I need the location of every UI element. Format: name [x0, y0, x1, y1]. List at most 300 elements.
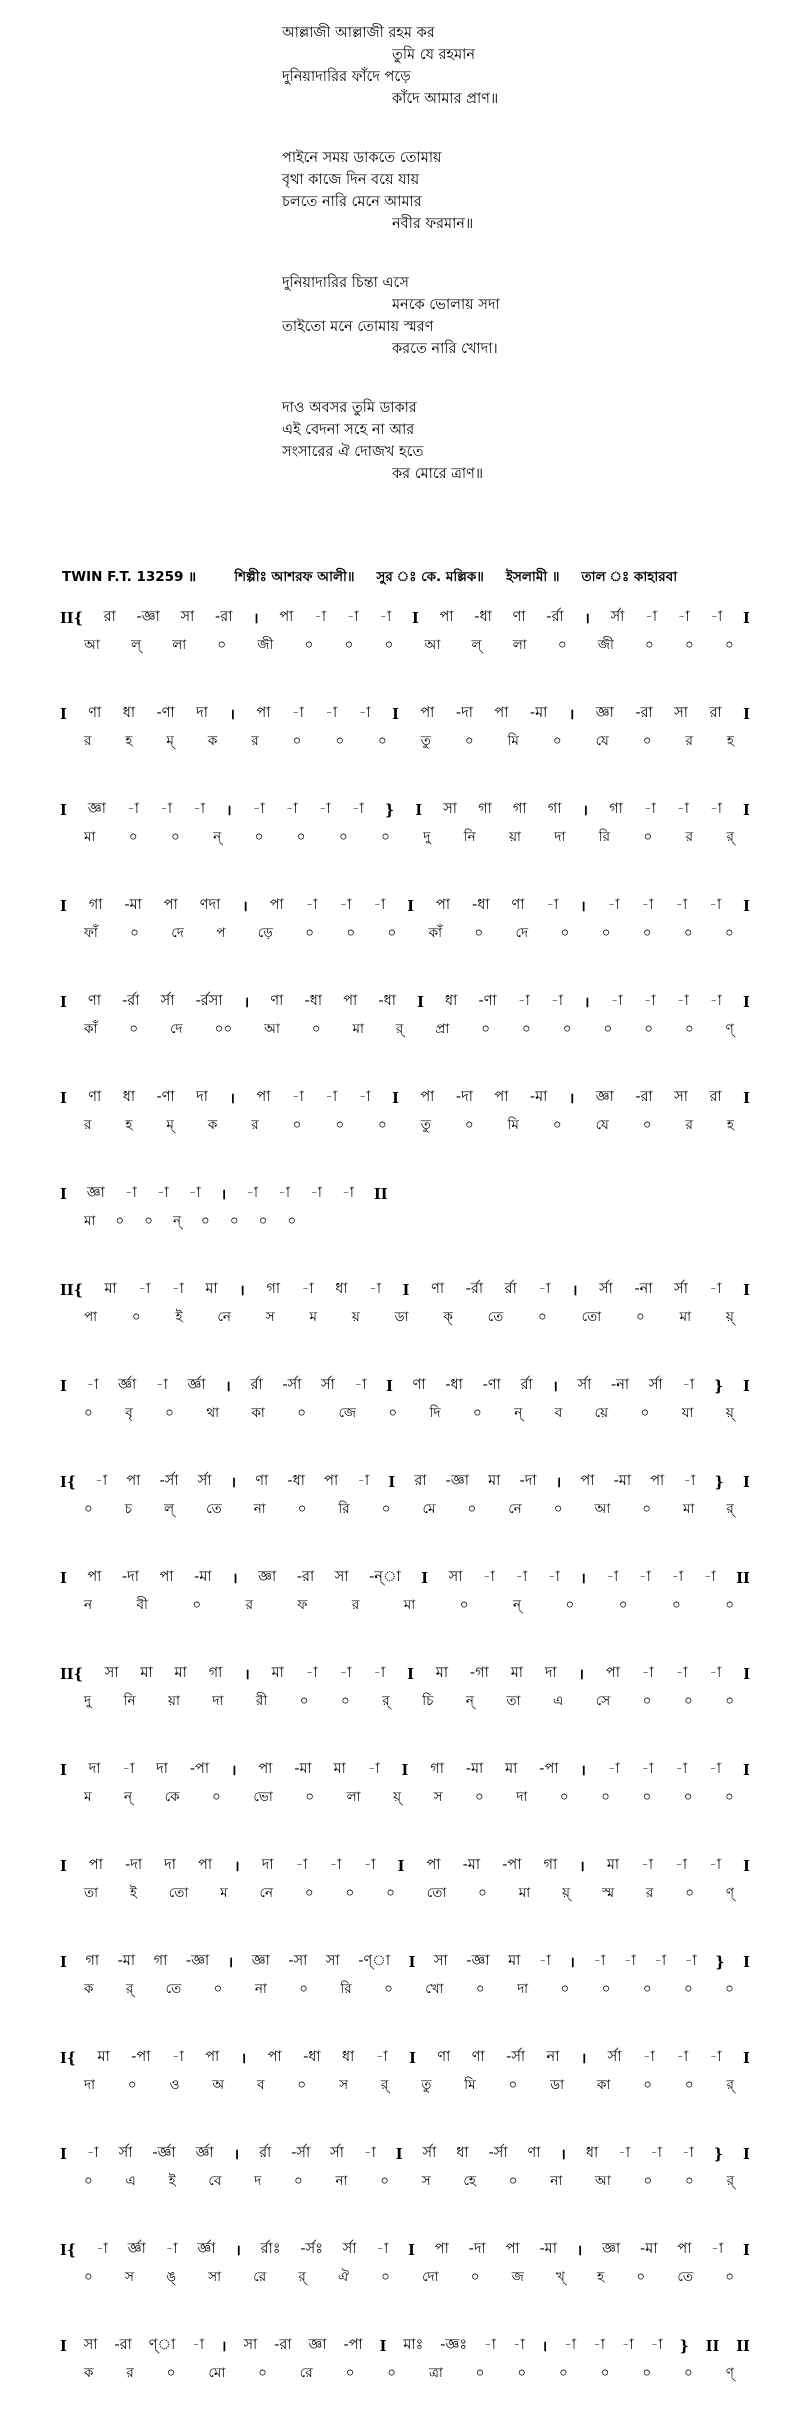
bol-syllable: ন্ — [172, 1212, 182, 1229]
swara-note: -া — [675, 897, 688, 913]
swara-note: র্জ্ঞা — [127, 2241, 146, 2257]
swara-note: ণ্া — [148, 2337, 176, 2353]
swara-row — [60, 1948, 750, 1976]
bol-syllable: খো — [425, 1980, 444, 1997]
swara-note: মা — [104, 1281, 117, 1297]
bar-mark: । — [569, 1954, 575, 1971]
bol-syllable: ০ — [559, 1788, 569, 1805]
bol-syllable: ০ — [538, 1308, 547, 1325]
bol-syllable: আ — [595, 2172, 611, 2189]
swara-note: গা — [430, 1761, 444, 1777]
swara-note: -া — [711, 2241, 724, 2257]
swara-note: র্সা — [118, 2145, 133, 2161]
bar-mark: I — [743, 993, 750, 1011]
bol-row — [60, 920, 750, 946]
bar-mark: I — [408, 1953, 416, 1971]
swara-note: -া — [641, 1857, 654, 1873]
bol-syllable: হ — [125, 732, 133, 749]
swara-note: -া — [369, 1281, 382, 1297]
swara-note: -ধা — [445, 1377, 463, 1393]
bar-mark: । — [579, 1858, 585, 1875]
bol-syllable: ০ — [560, 1980, 570, 1997]
bar-mark: I — [60, 1377, 67, 1395]
swara-note: পা — [324, 1473, 339, 1489]
bar-mark: I — [742, 1377, 750, 1395]
bol-syllable: ০ — [115, 1212, 125, 1229]
notation-line — [60, 796, 750, 892]
bol-syllable: ভো — [253, 1788, 273, 1805]
notation-line — [60, 604, 750, 700]
swara-note: পা — [434, 2241, 449, 2257]
swara-note: -া — [122, 1761, 135, 1777]
bol-syllable: দা — [516, 1788, 528, 1805]
swara-note: -রা — [274, 2337, 292, 2353]
swara-note: পা — [198, 1857, 213, 1873]
bol-syllable: য় — [351, 1308, 360, 1325]
swara-note: -া — [325, 1089, 338, 1105]
swara-note: পা — [677, 2241, 692, 2257]
swara-note: র্সা — [607, 2049, 622, 2065]
bar-mark: I — [60, 1761, 67, 1779]
bol-syllable: কাঁ — [428, 924, 443, 941]
swara-note: -া — [86, 2145, 99, 2161]
swara-note: মা — [97, 2049, 110, 2065]
bol-syllable: ০ — [683, 924, 693, 941]
swara-note: ধা — [335, 1281, 348, 1297]
swara-note: পা — [267, 2049, 282, 2065]
bar-mark: I — [743, 609, 750, 627]
bol-syllable: ০ — [335, 1116, 345, 1133]
bol-syllable: ০ — [344, 636, 354, 653]
swara-note: না — [546, 2049, 560, 2065]
lyrics-line: পাইনে সময় ডাকতে তোমায় — [282, 150, 442, 166]
swara-note: -ণা — [478, 993, 497, 1009]
bol-syllable: রে — [253, 2268, 267, 2285]
swara-row — [60, 2140, 750, 2168]
bol-syllable: র্ — [380, 2076, 389, 2093]
bol-syllable: ০ — [725, 1692, 734, 1709]
bol-syllable: ০ — [84, 1404, 93, 1421]
swara-note: -মা — [124, 897, 142, 913]
lyrics-block — [282, 22, 742, 522]
bol-syllable: ০ — [388, 1404, 398, 1421]
bar-mark: I — [407, 897, 415, 915]
swara-note: ণা — [437, 2049, 451, 2065]
bol-syllable: ০ — [645, 636, 654, 653]
bol-syllable: তা — [506, 1692, 521, 1709]
bol-syllable: ০ — [381, 2268, 390, 2285]
bol-syllable: ০ — [345, 2364, 355, 2381]
bol-syllable: ০ — [475, 1980, 485, 1997]
bol-syllable: র্ — [726, 2172, 734, 2189]
bar-mark: I{ — [60, 2049, 77, 2067]
bol-syllable: লা — [346, 1788, 361, 1805]
bar-mark: I — [397, 1857, 405, 1875]
swara-note: -া — [127, 801, 140, 817]
bol-syllable: ০ — [335, 732, 345, 749]
bol-syllable: না — [335, 2172, 348, 2189]
swara-note: গা — [153, 1953, 168, 1969]
bar-mark: I — [386, 1377, 393, 1395]
bol-syllable: তু — [420, 1116, 431, 1133]
bol-syllable: মে — [422, 1500, 436, 1517]
swara-note: ণা — [527, 2145, 541, 2161]
bol-row — [60, 824, 750, 850]
bol-syllable: ০ — [297, 1500, 307, 1517]
bol-syllable: দ — [254, 2172, 262, 2189]
bol-row — [60, 1112, 750, 1138]
swara-note: -া — [291, 705, 304, 721]
swara-note: -া — [291, 1089, 304, 1105]
swara-note: ণা — [270, 993, 284, 1009]
bar-mark: । — [232, 1570, 238, 1587]
bar-mark: I — [388, 1473, 396, 1491]
bol-syllable: সে — [595, 1692, 611, 1709]
bol-syllable: আ — [264, 1020, 280, 1037]
bol-syllable: র — [84, 1116, 92, 1133]
swara-row — [60, 2044, 750, 2072]
swara-note: র্রাঃ — [260, 2241, 281, 2257]
swara-note: দা — [196, 1089, 208, 1105]
bol-syllable: তে — [677, 2268, 693, 2285]
bar-mark: } — [384, 801, 395, 819]
bol-syllable: ০ — [642, 1692, 652, 1709]
bol-syllable: কে — [164, 1788, 180, 1805]
bar-mark: I — [60, 801, 67, 819]
bol-syllable: র — [351, 1596, 360, 1613]
swara-note: পা — [420, 1089, 435, 1105]
bar-mark: । — [226, 802, 232, 819]
swara-note: -া — [606, 1569, 619, 1585]
notation-line — [60, 2044, 750, 2140]
swara-note: পা — [605, 1665, 620, 1681]
bar-mark: I — [60, 705, 67, 723]
bol-syllable: পা — [84, 1308, 98, 1325]
notation-line — [60, 1180, 750, 1276]
swara-note: -া — [645, 609, 658, 625]
tala-label: তাল ঃ কাহারবা — [581, 569, 678, 585]
swara-note: ণা — [431, 1281, 445, 1297]
bol-syllable: ম — [220, 1884, 228, 1901]
swara-note: -া — [160, 801, 173, 817]
swara-note: পা — [269, 897, 284, 913]
lyrics-line: নবীর ফরমান॥ — [392, 216, 474, 232]
swara-note: মা — [333, 1761, 346, 1777]
bol-syllable: ০ — [229, 1212, 239, 1229]
bol-syllable: হ — [597, 2268, 605, 2285]
bol-syllable: হ — [726, 1116, 734, 1133]
bol-syllable: নে — [508, 1500, 522, 1517]
notation-line — [60, 1372, 750, 1468]
swara-note: -া — [86, 1377, 99, 1393]
swara-note: ণদা — [199, 897, 221, 913]
swara-note: -রা — [296, 1569, 315, 1585]
bol-syllable: ০ — [470, 2268, 480, 2285]
bol-syllable: ০ — [473, 1404, 482, 1421]
bar-mark: } — [713, 1377, 724, 1395]
swara-note: -না — [611, 1377, 630, 1393]
swara-note: -ধা — [287, 1473, 305, 1489]
bol-syllable: ০ — [683, 1788, 693, 1805]
bar-mark: I — [743, 1089, 750, 1107]
bar-mark: I — [417, 993, 424, 1011]
swara-note: -া — [709, 1761, 722, 1777]
bol-syllable: ০ — [643, 828, 653, 845]
bol-syllable: রি — [338, 1500, 350, 1517]
swara-note: -দা — [519, 1473, 537, 1489]
swara-note: ণা — [88, 1089, 102, 1105]
swara-note: -জ্ঞা — [136, 609, 160, 625]
swara-note: র্সা — [321, 1377, 335, 1393]
swara-note: -া — [538, 1281, 551, 1297]
swara-note: র্জ্ঞা — [197, 2241, 216, 2257]
swara-note: ণা — [511, 897, 525, 913]
bol-syllable: ০ — [601, 924, 611, 941]
bar-mark: II{ — [60, 609, 83, 627]
swara-note: -া — [358, 1089, 371, 1105]
bol-syllable: ঐ — [338, 2268, 349, 2285]
lyrics-line: কর মোরে ত্রাণ॥ — [392, 466, 484, 482]
bol-syllable: য়্ — [393, 1788, 402, 1805]
swara-note: -া — [339, 1665, 352, 1681]
notation-line — [60, 1852, 750, 1948]
bar-mark: I — [392, 1089, 399, 1107]
bar-mark: I — [743, 1953, 750, 1971]
swara-note: -া — [373, 1665, 386, 1681]
swara-note: -া — [649, 2145, 662, 2161]
bol-syllable: না — [254, 1980, 267, 1997]
bar-mark: I — [743, 1665, 750, 1683]
bol-syllable: ০ — [464, 1116, 474, 1133]
bol-syllable: হ — [125, 1116, 133, 1133]
bol-syllable: দু — [423, 828, 431, 845]
bol-syllable: ০ — [684, 2076, 694, 2093]
swara-note: -া — [354, 1377, 367, 1393]
swara-note: -ধা — [471, 897, 490, 913]
bol-row — [60, 1400, 750, 1426]
swara-note: পা — [279, 609, 294, 625]
swara-note: -া — [683, 1473, 696, 1489]
swara-note: -া — [593, 1953, 606, 1969]
bar-mark: I — [743, 1857, 750, 1875]
swara-note: রা — [709, 705, 722, 721]
bol-syllable: ০ — [474, 924, 484, 941]
bar-mark: । — [568, 1090, 575, 1107]
swara-note: -র্সা — [506, 2049, 526, 2065]
bol-syllable: ০ — [685, 2172, 694, 2189]
bol-syllable: ই — [168, 2172, 176, 2189]
bol-syllable: ০ — [293, 2172, 303, 2189]
swara-note: -া — [358, 705, 371, 721]
bar-mark: I — [743, 2145, 750, 2163]
bol-syllable: ০ — [725, 1788, 734, 1805]
bar-mark: । — [229, 706, 235, 723]
lyrics-line: কাঁদে আমার প্রাণ॥ — [392, 91, 499, 107]
swara-note: -া — [363, 2145, 376, 2161]
swara-note: পা — [256, 705, 271, 721]
swara-note: -া — [709, 897, 722, 913]
bar-mark: I — [60, 993, 67, 1011]
bol-syllable: তো — [168, 1884, 189, 1901]
swara-note: -া — [641, 897, 654, 913]
bol-syllable: ০ — [636, 2268, 646, 2285]
swara-note: পা — [420, 705, 435, 721]
bol-syllable: তা — [84, 1884, 99, 1901]
bol-syllable: তু — [420, 732, 431, 749]
swara-note: ণা — [255, 1473, 269, 1489]
bol-syllable: ০ — [725, 1596, 734, 1613]
bol-syllable: হে — [463, 2172, 476, 2189]
bol-syllable: স — [433, 1788, 443, 1805]
lyrics-line: মনকে ভোলায় সদা — [392, 297, 500, 313]
swara-note: -া — [325, 705, 338, 721]
swara-note: রা — [709, 1089, 722, 1105]
swara-note: -মা — [465, 1761, 484, 1777]
swara-note: ণা — [87, 993, 101, 1009]
swara-note: -া — [709, 1665, 722, 1681]
bol-syllable: যে — [595, 732, 609, 749]
swara-row — [60, 1564, 750, 1592]
swara-note: -মা — [462, 1857, 481, 1873]
bol-syllable: ন্ — [213, 828, 222, 845]
bol-syllable: ০ — [565, 1596, 575, 1613]
bol-syllable: মি — [464, 2076, 476, 2093]
lyrics-stanza — [282, 22, 742, 110]
bar-mark: । — [552, 1378, 558, 1395]
bol-syllable: ও — [169, 2076, 180, 2093]
swara-note: -ণ্া — [358, 1953, 391, 1969]
bar-mark: I — [401, 1761, 409, 1779]
bol-syllable: ০ — [84, 1500, 93, 1517]
swara-note: -া — [623, 1953, 636, 1969]
swara-note: -র্সা — [488, 2145, 508, 2161]
bol-syllable: ০ — [560, 924, 570, 941]
bol-syllable: ০ — [508, 2076, 518, 2093]
swara-note: ণা — [471, 2049, 485, 2065]
notation-line — [60, 892, 750, 988]
swara-note: গা — [543, 1857, 558, 1873]
swara-note: -মা — [529, 1089, 548, 1105]
bar-mark: I — [60, 2337, 67, 2355]
notation-line — [60, 1948, 750, 2044]
bol-syllable: স্ম — [601, 1884, 615, 1901]
bol-syllable: ন্ — [124, 1788, 133, 1805]
swara-note: -া — [684, 1953, 697, 1969]
swara-note: -া — [546, 897, 559, 913]
swara-note: -মা — [194, 1569, 212, 1585]
swara-note: -া — [373, 897, 386, 913]
bol-syllable: ম্ — [166, 1116, 174, 1133]
swara-note: ধা — [342, 2049, 355, 2065]
bol-syllable: নি — [123, 1692, 136, 1709]
notation-block — [60, 604, 750, 2428]
swara-note: -া — [550, 993, 563, 1009]
bol-syllable: ০ — [165, 1404, 174, 1421]
bol-syllable: দে — [171, 924, 184, 941]
bol-syllable: ০ — [384, 636, 394, 653]
swara-note: -া — [278, 1185, 291, 1201]
swara-note: -ন্া — [369, 1569, 401, 1585]
bol-syllable: ০ — [552, 1116, 562, 1133]
bol-syllable: রী — [255, 1692, 268, 1709]
swara-note: পা — [650, 1473, 665, 1489]
swara-note: গা — [609, 801, 623, 817]
bar-mark: । — [230, 1474, 237, 1491]
swara-note: -দা — [468, 2241, 486, 2257]
swara-note: -া — [171, 2049, 184, 2065]
bol-syllable: ০ — [378, 732, 387, 749]
swara-note: -া — [285, 801, 298, 817]
swara-note: র্রা — [250, 1377, 263, 1393]
bol-syllable: ০ — [304, 636, 314, 653]
swara-note: -া — [376, 2241, 389, 2257]
swara-note: জ্ঞা — [86, 1185, 105, 1201]
swara-note: -মা — [117, 1953, 136, 1969]
swara-note: -ণা — [156, 705, 175, 721]
swara-note: -র্জ্ঞা — [152, 2145, 176, 2161]
bol-syllable: লা — [512, 636, 527, 653]
bol-syllable: ০ — [127, 2076, 137, 2093]
bar-mark: I — [392, 705, 399, 723]
swara-note: -র্রা — [465, 1281, 484, 1297]
bol-syllable: ০ — [642, 2364, 652, 2381]
bol-syllable: কা — [596, 2076, 611, 2093]
bol-syllable: রে — [299, 2364, 313, 2381]
bol-syllable: খ্ — [556, 2268, 565, 2285]
swara-row — [60, 1180, 750, 1208]
bol-syllable: ব — [257, 2076, 265, 2093]
swara-note: -া — [650, 2337, 663, 2353]
swara-note: গা — [85, 1953, 100, 1969]
bol-syllable: রি — [340, 1980, 352, 1997]
bol-syllable: ০ — [130, 924, 139, 941]
bol-syllable: ০ — [600, 2364, 610, 2381]
bol-syllable: জী — [597, 636, 614, 653]
swara-note: -রা — [635, 1089, 653, 1105]
bol-syllable: র্ — [726, 1500, 734, 1517]
bar-mark: II{ — [60, 1281, 83, 1299]
bol-syllable: য়্ — [725, 1404, 734, 1421]
swara-note: -র্রা — [546, 609, 564, 625]
swara-note: -া — [675, 1857, 688, 1873]
swara-note: সা — [674, 1089, 688, 1105]
bar-mark: II — [705, 2337, 720, 2355]
bol-syllable: র্ — [395, 1020, 404, 1037]
swara-row — [60, 1660, 750, 1688]
bar-mark: । — [560, 2146, 566, 2163]
bol-syllable: ০ — [642, 1500, 652, 1517]
bar-mark: I — [60, 1953, 67, 1971]
bol-syllable: না — [550, 2172, 563, 2189]
swara-row — [60, 2332, 750, 2360]
bol-syllable: বী — [136, 1596, 148, 1613]
swara-row — [60, 1756, 750, 1784]
bol-syllable: ০ — [464, 732, 474, 749]
swara-note: -া — [301, 1281, 314, 1297]
swara-note: গা — [512, 801, 527, 817]
bol-syllable: নে — [259, 1884, 274, 1901]
bol-syllable: ০ — [481, 1020, 491, 1037]
bol-row — [60, 2360, 750, 2386]
bol-syllable: যে — [595, 1116, 609, 1133]
swara-note: -না — [634, 1281, 653, 1297]
bol-syllable: স — [339, 2076, 348, 2093]
bol-row — [60, 2168, 750, 2194]
bol-syllable: ন্ — [514, 1404, 523, 1421]
swara-note: মা — [174, 1665, 187, 1681]
bar-mark: । — [220, 1186, 227, 1203]
bol-syllable: ০ — [725, 924, 734, 941]
